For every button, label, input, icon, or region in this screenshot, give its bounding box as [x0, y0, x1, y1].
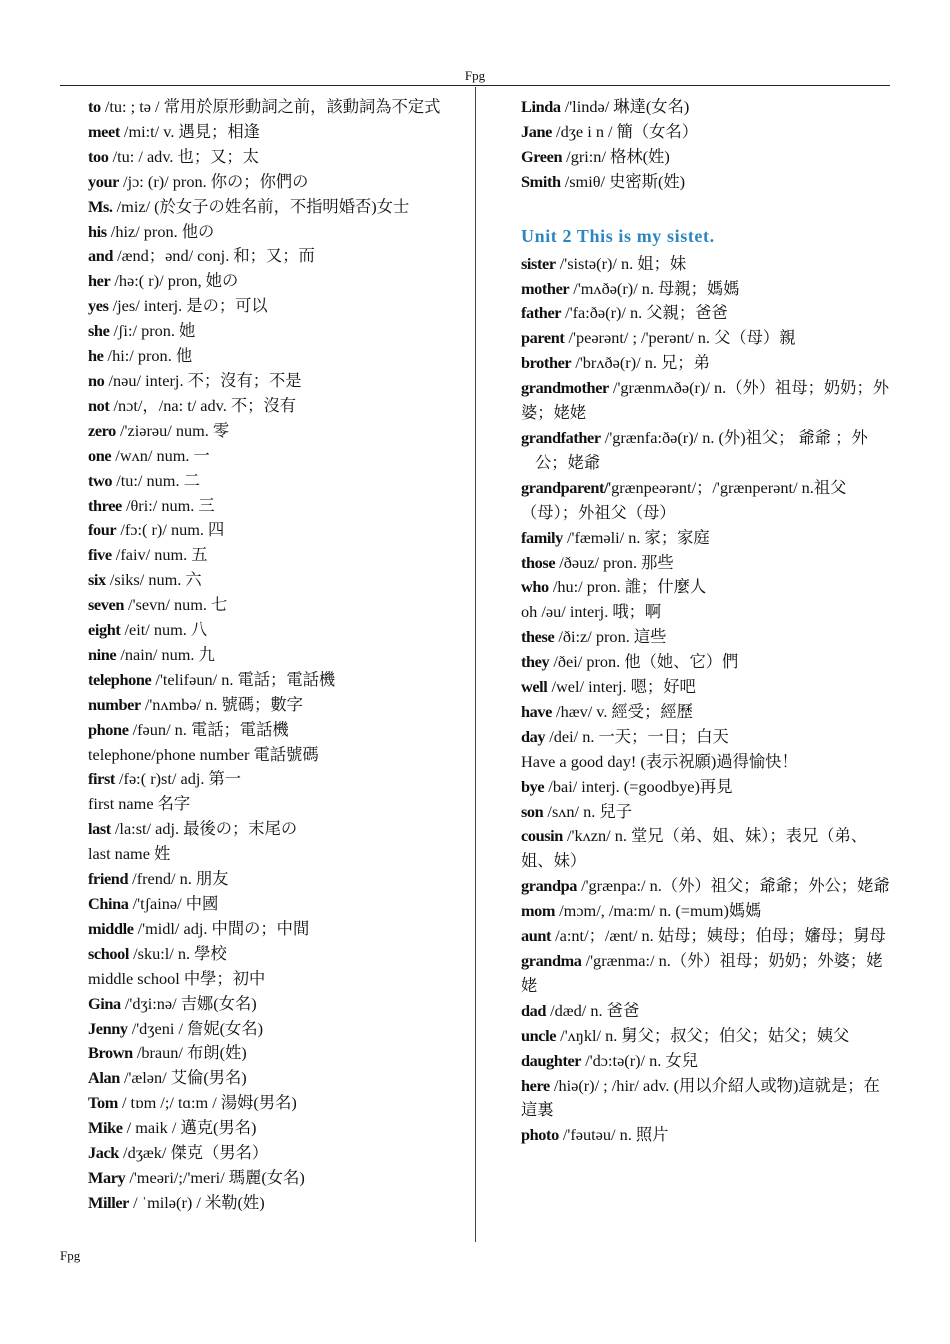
vocab-word: Brown [88, 1043, 133, 1063]
vocab-word: who [521, 577, 549, 597]
vocab-definition: telephone/phone number 電話號碼 [88, 744, 319, 764]
vocab-definition: /mi:t/ v. 遇見；相逢 [119, 121, 260, 141]
vocab-entry [521, 1074, 896, 1124]
vocab-entry [88, 942, 460, 967]
vocab-word: middle [88, 918, 134, 938]
vocab-entry [88, 195, 460, 220]
vocab-definition: /'ʌŋkl/ n. 舅父；叔父；伯父；姑父；姨父 [556, 1025, 850, 1045]
vocab-entry [88, 543, 460, 568]
vocab-definition: /dʒe i n / 簡（女名） [551, 121, 699, 141]
vocab-entry [88, 1066, 460, 1091]
vocab-entry [521, 551, 896, 576]
vocab-entry [88, 892, 460, 917]
vocab-entry [88, 1041, 460, 1066]
vocab-definition: /eit/ num. 八 [120, 620, 208, 640]
vocab-definition: /'midl/ adj. 中間の；中間 [133, 918, 310, 938]
vocab-entry [88, 220, 460, 245]
vocab-entry [88, 693, 460, 718]
vocab-entry [88, 643, 460, 668]
vocab-word: daughter [521, 1050, 582, 1070]
left-column [88, 95, 460, 1216]
vocab-word: mom [521, 901, 556, 921]
vocab-definition: /smiθ/ 史密斯(姓) [560, 171, 686, 191]
vocab-word: friend [88, 869, 129, 889]
vocab-definition: /dæd/ n. 爸爸 [546, 1000, 640, 1020]
vocab-definition: first name 名字 [88, 794, 191, 814]
vocab-word: father [521, 303, 562, 323]
vocab-word: first [88, 769, 115, 789]
vocab-word: Tom [88, 1093, 118, 1113]
vocab-word: seven [88, 595, 124, 615]
vocab-definition: /gri:n/ 格林(姓) [562, 146, 670, 166]
vocab-definition: /dʒæk/ 傑克（男名） [118, 1143, 269, 1163]
vocab-definition: /'sistə(r)/ n. 姐；妹 [555, 253, 687, 273]
vocab-word: day [521, 726, 546, 746]
vocab-word: two [88, 470, 113, 490]
vocab-definition: / ˈmilə(r) / 米勒(姓) [129, 1192, 265, 1212]
vocab-entry [521, 775, 896, 800]
vocab-entry [88, 469, 460, 494]
header-rule [60, 85, 890, 86]
vocab-entry [88, 792, 460, 817]
vocab-entry [521, 700, 896, 725]
vocab-word: dad [521, 1000, 547, 1020]
vocab-entry [521, 800, 896, 825]
vocab-definition: /tu: ; tə / 常用於原形動詞之前，該動詞為不定式 [100, 97, 441, 116]
vocab-definition: /bai/ interj. (=goodbye)再見 [544, 776, 733, 796]
vocab-definition: /jes/ interj. 是の；可以 [108, 296, 268, 316]
vocab-definition: /'grænmʌðə(r)/ n.（外）祖母；奶奶；外婆；姥姥 [521, 378, 890, 423]
vocab-entry [521, 476, 896, 526]
vocab-definition: Have a good day! (表示祝願)過得愉快！ [521, 751, 798, 771]
vocab-entry [88, 718, 460, 743]
vocab-word: family [521, 527, 563, 547]
vocab-definition: /'grænma:/ n.（外）祖母；奶奶；外婆；姥姥 [521, 951, 883, 995]
vocab-definition: /mɔm/, /ma:m/ n. (=mum)媽媽 [555, 901, 762, 921]
vocab-word: four [88, 520, 117, 540]
vocab-word: Ms. [88, 196, 113, 216]
vocab-entry [521, 277, 896, 302]
vocab-entry [88, 917, 460, 942]
vocab-definition: /'lində/ 琳達(女名) [560, 97, 690, 116]
vocab-word: Jane [521, 121, 552, 141]
vocab-definition: /hæv/ v. 經受；經歷 [551, 701, 693, 721]
vocab-word: Jack [88, 1143, 119, 1163]
right-bottom-list [521, 252, 896, 1149]
vocab-definition: /'tʃainə/ 中國 [128, 894, 219, 913]
vocab-word: your [88, 171, 119, 191]
vocab-definition: /θri:/ num. 三 [121, 495, 215, 515]
vocab-definition: /'fəutəu/ n. 照片 [558, 1125, 669, 1145]
vocab-entry [88, 992, 460, 1017]
vocab-word: Gina [88, 993, 121, 1013]
vocab-entry [521, 575, 896, 600]
vocab-word: uncle [521, 1025, 557, 1045]
vocab-definition: /miz/ (於女子の姓名前，不指明婚否)女士 [112, 196, 410, 216]
vocab-word: Linda [521, 97, 561, 116]
vocab-definition: /dei/ n. 一天；一日；白天 [545, 726, 729, 746]
vocab-entry [88, 767, 460, 792]
vocab-definition: /'dʒi:nə/ 吉娜(女名) [120, 993, 257, 1013]
vocab-word: school [88, 943, 130, 963]
vocab-entry [88, 842, 460, 867]
vocab-entry [88, 518, 460, 543]
vocab-definition: /fɔ:( r)/ num. 四 [116, 520, 225, 540]
vocab-word: Mike [88, 1118, 123, 1138]
vocab-word: she [88, 321, 110, 341]
vocab-definition: /a:nt/；/ænt/ n. 姑母；姨母；伯母；嬸母；舅母 [551, 926, 886, 946]
vocab-entry [88, 593, 460, 618]
vocab-entry [88, 817, 460, 842]
vocab-word: son [521, 801, 544, 821]
vocab-word: cousin [521, 826, 563, 846]
vocab-word: eight [88, 620, 121, 640]
vocab-definition: middle school 中學；初中 [88, 968, 266, 988]
vocab-definition: /faiv/ num. 五 [111, 545, 208, 565]
vocab-entry [521, 301, 896, 326]
vocab-definition: /jɔ: (r)/ pron. 你の；你們の [118, 171, 309, 191]
page-footer: Fpg [60, 1248, 81, 1263]
vocab-word: Mary [88, 1167, 126, 1187]
vocab-word: meet [88, 121, 120, 141]
vocab-entry [88, 369, 460, 394]
vocab-word: Green [521, 146, 563, 166]
vocab-word: China [88, 894, 129, 913]
vocab-entry [521, 1123, 896, 1148]
vocab-definition: /ænd；ənd/ conj. 和；又；而 [113, 246, 315, 266]
vocab-definition: /'brʌðə(r)/ n. 兄；弟 [571, 353, 710, 373]
vocab-entry [88, 269, 460, 294]
vocab-entry [521, 95, 896, 120]
vocab-definition: /la:st/ adj. 最後の；末尾の [110, 819, 298, 839]
vocab-word: mother [521, 278, 570, 298]
vocab-word: grandparent/ [521, 477, 609, 497]
vocab-definition: /'fæməli/ n. 家；家庭 [562, 527, 710, 547]
vocab-definition: /ʃi:/ pron. 她 [109, 321, 196, 341]
vocab-definition: /siks/ num. 六 [105, 570, 202, 590]
vocab-entry [88, 1091, 460, 1116]
vocab-entry [521, 252, 896, 277]
vocab-definition: /tu:/ num. 二 [112, 470, 200, 490]
vocab-entry [521, 874, 896, 899]
vocab-entry [88, 618, 460, 643]
vocab-word: Smith [521, 171, 561, 191]
vocab-entry [521, 526, 896, 551]
unit-title: Unit 2 This is my sistet. [521, 225, 715, 246]
vocab-entry [88, 1116, 460, 1141]
vocab-definition: /sku:l/ n. 學校 [129, 943, 227, 963]
vocab-word: bye [521, 776, 545, 796]
vocab-definition: /'dʒeni / 詹妮(女名) [127, 1018, 264, 1038]
right-column [521, 95, 896, 1148]
vocab-definition: /fə:( r)st/ adj. 第一 [114, 769, 242, 789]
vocab-word: grandfather [521, 427, 601, 447]
vocab-entry [88, 244, 460, 269]
vocab-definition: oh /əu/ interj. 哦；啊 [521, 602, 662, 622]
vocab-definition: /'kʌzn/ n. 堂兄（弟、姐、妹）；表兄（弟、姐、妹） [521, 826, 868, 871]
vocab-entry [88, 668, 460, 693]
vocab-word: telephone [88, 669, 152, 689]
vocab-word: phone [88, 719, 129, 739]
vocab-entry [88, 344, 460, 369]
vocab-definition: /braun/ 布朗(姓) [132, 1043, 247, 1063]
vocab-entry [88, 494, 460, 519]
vocab-word: photo [521, 1125, 559, 1145]
vocab-word: Miller [88, 1192, 129, 1212]
vocab-definition: / tɒm /;/ tɑ:m / 湯姆(男名) [117, 1093, 297, 1113]
vocab-entry [521, 625, 896, 650]
vocab-word: Alan [88, 1068, 120, 1088]
vocab-word: last [88, 819, 111, 839]
vocab-word: number [88, 694, 141, 714]
vocab-word: aunt [521, 926, 552, 946]
vocab-definition: /'peərənt/ ; /'perənt/ n. 父（母）親 [564, 328, 796, 348]
vocab-entry [521, 725, 896, 750]
vocab-entry [88, 145, 460, 170]
vocab-word: grandmother [521, 378, 609, 398]
vocab-entry [521, 120, 896, 145]
vocab-definition: last name 姓 [88, 844, 171, 864]
right-top-list [521, 95, 896, 195]
vocab-entry [521, 750, 896, 775]
vocab-word: well [521, 677, 548, 697]
vocab-word: parent [521, 328, 565, 348]
vocab-entry [521, 899, 896, 924]
vocab-definition: /tu: / adv. 也；又；太 [108, 146, 259, 166]
vocab-word: too [88, 146, 109, 166]
vocab-definition: 'grænpeərənt/；/'grænperənt/ n.祖父（母）；外祖父（母） [521, 477, 847, 522]
vocab-definition: /nain/ num. 九 [116, 644, 215, 664]
vocab-entry [521, 351, 896, 376]
vocab-entry [88, 294, 460, 319]
vocab-definition: /'ælən/ 艾倫(男名) [119, 1068, 247, 1088]
vocab-word: he [88, 346, 104, 366]
vocab-entry [88, 1166, 460, 1191]
vocab-definition: /hi:/ pron. 他 [103, 346, 193, 366]
vocab-definition: /sʌn/ n. 兒子 [543, 801, 632, 821]
vocab-entry [521, 170, 896, 195]
vocab-definition: /'telifəun/ n. 電話；電話機 [151, 669, 336, 689]
vocab-entry [88, 1017, 460, 1042]
page-header: Fpg [464, 68, 486, 83]
vocab-word: these [521, 627, 555, 647]
vocab-definition: /'ziərəu/ num. 零 [115, 420, 230, 440]
vocab-entry [521, 145, 896, 170]
vocab-definition: /hiz/ pron. 他の [106, 221, 215, 241]
vocab-entry [521, 999, 896, 1024]
vocab-entry [88, 568, 460, 593]
vocab-definition: /fəun/ n. 電話；電話機 [128, 719, 289, 739]
vocab-entry [88, 444, 460, 469]
vocab-word: have [521, 701, 552, 721]
vocab-definition: /ðəuz/ pron. 那些 [555, 552, 674, 572]
column-divider [475, 87, 476, 1242]
vocab-word: no [88, 370, 105, 390]
vocab-entry [88, 170, 460, 195]
vocab-definition: /'meəri/;/'meri/ 瑪麗(女名) [125, 1167, 305, 1187]
vocab-word: three [88, 495, 122, 515]
vocab-definition: /wʌn/ num. 一 [111, 445, 210, 465]
vocab-word: nine [88, 644, 117, 664]
vocab-definition: /'grænfa:ðə(r)/ n. (外)祖父； 爺爺 ；外公；姥爺 [535, 427, 868, 472]
vocab-entry [521, 326, 896, 351]
vocab-entry [521, 824, 896, 874]
vocab-word: they [521, 652, 550, 672]
vocab-word: to [88, 97, 101, 116]
vocab-definition: /frend/ n. 朋友 [128, 869, 229, 889]
vocab-word: not [88, 395, 110, 415]
vocab-word: those [521, 552, 556, 572]
vocab-definition: / maik / 邁克(男名) [122, 1118, 257, 1138]
vocab-entry [521, 1024, 896, 1049]
vocab-definition: /'fa:ðə(r)/ n. 父親；爸爸 [561, 303, 728, 323]
vocab-word: five [88, 545, 112, 565]
vocab-entry [88, 394, 460, 419]
vocab-word: grandpa [521, 876, 578, 896]
vocab-definition: /'grænpa:/ n.（外）祖父；爺爺；外公；姥爺 [577, 876, 890, 896]
vocab-entry [88, 95, 460, 120]
vocab-entry [88, 319, 460, 344]
vocab-definition: /wel/ interj. 嗯；好吧 [547, 677, 696, 697]
vocab-word: yes [88, 296, 109, 316]
vocab-entry [88, 419, 460, 444]
vocab-word: here [521, 1075, 550, 1095]
vocab-word: zero [88, 420, 116, 440]
vocab-definition: /hə:( r)/ pron, 她の [110, 271, 239, 291]
vocab-entry [521, 924, 896, 949]
vocab-definition: /ðei/ pron. 他（她、它）們 [549, 652, 739, 672]
vocab-definition: /'dɔ:tə(r)/ n. 女兒 [581, 1050, 698, 1070]
vocab-definition: /'sevn/ num. 七 [123, 595, 228, 615]
vocab-entry [88, 1141, 460, 1166]
vocab-word: and [88, 246, 114, 266]
vocab-entry [88, 867, 460, 892]
vocab-definition: /nəu/ interj. 不；沒有；不是 [104, 370, 302, 390]
vocab-word: brother [521, 353, 572, 373]
vocab-definition: /hu:/ pron. 誰；什麼人 [548, 577, 707, 597]
vocab-definition: /ði:z/ pron. 這些 [554, 627, 667, 647]
vocab-entry [521, 1049, 896, 1074]
vocab-entry [521, 650, 896, 675]
vocab-word: one [88, 445, 112, 465]
vocab-entry [88, 120, 460, 145]
vocab-entry [88, 967, 460, 992]
vocab-word: Jenny [88, 1018, 128, 1038]
vocab-word: his [88, 221, 107, 241]
vocab-entry [521, 426, 896, 476]
vocab-definition: /'nʌmbə/ n. 號碼；數字 [140, 694, 303, 714]
vocab-word: six [88, 570, 106, 590]
vocab-entry [88, 743, 460, 768]
vocab-entry [88, 1191, 460, 1216]
vocab-definition: /'mʌðə(r)/ n. 母親；媽媽 [569, 278, 740, 298]
vocab-definition: /nɔt/，/na: t/ adv. 不；沒有 [109, 395, 297, 415]
vocab-word: her [88, 271, 111, 291]
vocab-entry [521, 675, 896, 700]
vocab-entry [521, 376, 896, 426]
vocab-entry [521, 949, 896, 999]
vocab-word: sister [521, 253, 556, 273]
vocab-definition: /hiə(r)/ ; /hir/ adv. (用以介紹人或物)這就是；在這裏 [521, 1075, 880, 1120]
vocab-entry [521, 600, 896, 625]
vocab-word: grandma [521, 951, 582, 970]
